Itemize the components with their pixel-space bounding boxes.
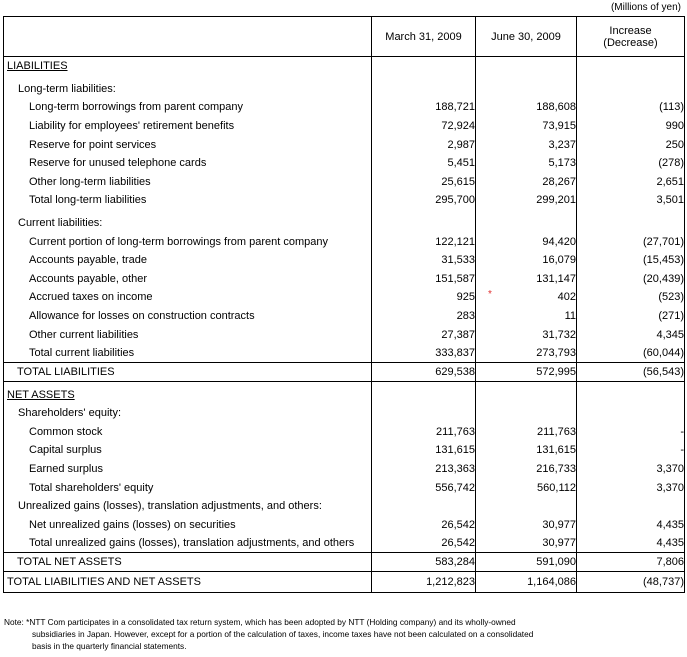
header-increase-line1: Increase xyxy=(609,24,652,37)
value-march: 25,615 xyxy=(441,175,475,188)
table-row xyxy=(4,98,685,117)
table-row xyxy=(4,307,685,326)
value-june: 299,201 xyxy=(476,191,577,210)
footnote xyxy=(4,616,604,652)
value-june: 5,173 xyxy=(476,154,577,173)
value-march: 211,763 xyxy=(436,425,475,438)
value-change: (523) xyxy=(577,288,685,307)
value-change: 2,651 xyxy=(577,172,685,191)
table-row xyxy=(4,191,685,210)
value-march: 925 xyxy=(456,291,475,304)
header-march: March 31, 2009 xyxy=(372,17,476,57)
value-change: (60,044) xyxy=(577,344,685,363)
value-change: (27,701) xyxy=(577,232,685,251)
value-change: 4,435 xyxy=(577,534,685,553)
value-change: 990 xyxy=(577,117,685,136)
total-june: 572,995 xyxy=(476,362,577,381)
section-row-liabilities xyxy=(4,57,685,76)
value-march: 26,542 xyxy=(441,518,475,531)
row-label: Common stock xyxy=(4,423,372,442)
value-june: 30,977 xyxy=(476,534,577,553)
value-change: (278) xyxy=(577,154,685,173)
row-label: Allowance for losses on construction contracts xyxy=(4,307,372,326)
table-row xyxy=(4,232,685,251)
value-june: 131,147 xyxy=(476,269,577,288)
row-label: Total unrealized gains (losses), translation adjustments, and others xyxy=(4,534,372,553)
table-row xyxy=(4,117,685,136)
group-row xyxy=(4,497,685,516)
total-row-liabilities xyxy=(4,362,685,381)
value-change: (271) xyxy=(577,307,685,326)
section-title-liabilities: LIABILITIES xyxy=(7,60,68,73)
value-march: 26,542 xyxy=(441,537,475,550)
grand-total-june: 1,164,086 xyxy=(476,571,577,592)
table-row xyxy=(4,534,685,553)
row-label: Reserve for unused telephone cards xyxy=(4,154,372,173)
group-row xyxy=(4,80,685,99)
value-june: 188,608 xyxy=(476,98,577,117)
value-march: 27,387 xyxy=(441,328,475,341)
group-row xyxy=(4,214,685,233)
row-label: Reserve for point services xyxy=(4,135,372,154)
grand-total-march: 1,212,823 xyxy=(372,571,476,592)
row-label: Long-term borrowings from parent company xyxy=(4,98,372,117)
total-label: TOTAL NET ASSETS xyxy=(4,553,372,572)
value-june: 131,615 xyxy=(476,441,577,460)
value-june: 31,732 xyxy=(476,325,577,344)
value-change: 3,370 xyxy=(577,478,685,497)
group-label: Long-term liabilities: xyxy=(4,80,372,99)
table-row xyxy=(4,478,685,497)
total-row-net-assets xyxy=(4,553,685,572)
group-label: Current liabilities: xyxy=(4,214,372,233)
table-row xyxy=(4,154,685,173)
value-june-cell xyxy=(476,288,577,307)
row-label: Other current liabilities xyxy=(4,325,372,344)
total-june: 591,090 xyxy=(476,553,577,572)
value-march: 556,742 xyxy=(435,481,475,494)
value-june: 216,733 xyxy=(476,460,577,479)
table-row xyxy=(4,423,685,442)
section-row-net-assets xyxy=(4,385,685,404)
row-label: Total current liabilities xyxy=(4,344,372,363)
value-change: 4,435 xyxy=(577,516,685,535)
value-june: 211,763 xyxy=(476,423,577,442)
value-june: 11 xyxy=(476,307,577,326)
total-label: TOTAL LIABILITIES xyxy=(4,362,372,381)
table-row xyxy=(4,344,685,363)
value-march: 213,363 xyxy=(435,463,475,476)
header-row xyxy=(4,17,685,57)
value-march: 31,533 xyxy=(441,254,475,267)
value-change: (113) xyxy=(577,98,685,117)
group-row xyxy=(4,404,685,423)
row-label: Accrued taxes on income xyxy=(4,288,372,307)
value-change: 3,501 xyxy=(577,191,685,210)
grand-total-label: TOTAL LIABILITIES AND NET ASSETS xyxy=(4,571,372,592)
table-row xyxy=(4,269,685,288)
value-march: 72,924 xyxy=(441,119,475,132)
value-change: - xyxy=(577,423,685,442)
table-row xyxy=(4,460,685,479)
grand-total-row xyxy=(4,571,685,592)
row-label: Accounts payable, other xyxy=(4,269,372,288)
footnote-line2: subsidiaries in Japan. However, except for a portion of the calculation of taxes, income taxes have not been calculated on a consolidated xyxy=(32,629,534,639)
group-label: Unrealized gains (losses), translation adjustments, and others: xyxy=(4,497,372,516)
value-march: 283 xyxy=(456,309,475,322)
table-row xyxy=(4,516,685,535)
section-title-net-assets: NET ASSETS xyxy=(7,388,75,401)
row-label: Other long-term liabilities xyxy=(4,172,372,191)
total-march: 629,538 xyxy=(372,362,476,381)
value-change: 250 xyxy=(577,135,685,154)
total-march: 583,284 xyxy=(372,553,476,572)
header-increase-line2: (Decrease) xyxy=(603,36,658,49)
unit-note: (Millions of yen) xyxy=(610,2,681,13)
table-row xyxy=(4,441,685,460)
row-label: Capital surplus xyxy=(4,441,372,460)
value-change: - xyxy=(577,441,685,460)
value-june: 16,079 xyxy=(476,251,577,270)
table-row xyxy=(4,172,685,191)
total-change: 7,806 xyxy=(577,553,685,572)
value-june: 94,420 xyxy=(476,232,577,251)
table-row xyxy=(4,135,685,154)
value-march: 2,987 xyxy=(447,138,475,151)
value-june: 3,237 xyxy=(476,135,577,154)
table-row xyxy=(4,325,685,344)
header-june: June 30, 2009 xyxy=(476,17,577,57)
table-row xyxy=(4,288,685,307)
value-change: 3,370 xyxy=(577,460,685,479)
value-june: 273,793 xyxy=(476,344,577,363)
value-change: (15,453) xyxy=(577,251,685,270)
row-label: Total shareholders' equity xyxy=(4,478,372,497)
row-label: Net unrealized gains (losses) on securities xyxy=(4,516,372,535)
row-label: Earned surplus xyxy=(4,460,372,479)
value-march: 122,121 xyxy=(435,235,475,248)
footnote-line3: basis in the quarterly financial statements. xyxy=(32,641,187,651)
value-june: 73,915 xyxy=(476,117,577,136)
tax-note-asterisk: * xyxy=(488,289,492,301)
header-increase xyxy=(577,17,685,57)
row-label: Current portion of long-term borrowings from parent company xyxy=(4,232,372,251)
row-label: Accounts payable, trade xyxy=(4,251,372,270)
value-march: 5,451 xyxy=(447,157,475,170)
value-change: 4,345 xyxy=(577,325,685,344)
value-march: 131,615 xyxy=(435,444,475,457)
value-june: 30,977 xyxy=(476,516,577,535)
value-june: 402 xyxy=(557,291,576,304)
header-label-cell xyxy=(4,17,372,57)
value-march: 295,700 xyxy=(435,194,475,207)
group-label: Shareholders' equity: xyxy=(4,404,372,423)
value-june: 28,267 xyxy=(476,172,577,191)
value-march: 333,837 xyxy=(435,346,475,359)
row-label: Liability for employees' retirement benefits xyxy=(4,117,372,136)
row-label: Total long-term liabilities xyxy=(4,191,372,210)
footnote-line1: Note: *NTT Com participates in a consolidated tax return system, which has been adopted by NTT (Holding company) and its wholly-owned xyxy=(4,617,516,627)
value-change: (20,439) xyxy=(577,269,685,288)
balance-sheet-table xyxy=(3,16,685,593)
total-change: (56,543) xyxy=(577,362,685,381)
table-row xyxy=(4,251,685,270)
grand-total-change: (48,737) xyxy=(577,571,685,592)
value-march: 151,587 xyxy=(435,272,475,285)
value-march: 188,721 xyxy=(435,101,475,114)
value-june: 560,112 xyxy=(476,478,577,497)
